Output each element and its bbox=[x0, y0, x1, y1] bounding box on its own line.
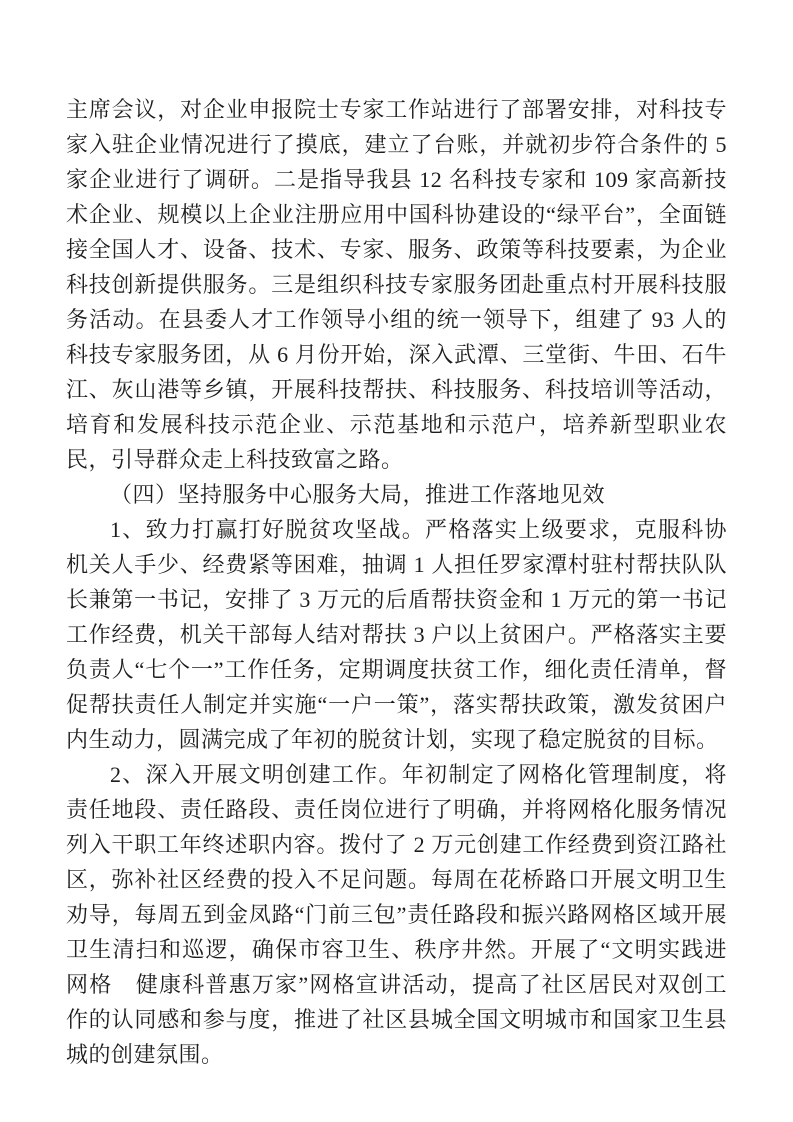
section-heading-four: （四）坚持服务中心服务大局，推进工作落地见效 bbox=[110, 482, 606, 507]
paragraph-poverty-alleviation: 1、致力打赢打好脱贫攻坚战。严格落实上级要求，克服科协机关人手少、经费紧等困难，抽调 1 人担任罗家潭村驻村帮扶队队长兼第一书记，安排了 3 万元的后盾帮扶资金和 1 万元的第一书记工作经费，机关干部每人结对帮扶 3 户以上贫困户。严格落实主要负责人“七个一”工作任务，定期调度扶贫工作，细化责任清单，督促帮扶责任人制定并实施“一户一策”，落实帮扶政策，激发贫困户内生动力，圆满完成了年初的脱贫计划，实现了稳定脱贫的目标。 bbox=[66, 517, 727, 752]
paragraph-civilization-creation: 2、深入开展文明创建工作。年初制定了网格化管理制度，将责任地段、责任路段、责任岗位进行了明确，并将网格化服务情况列入干职工年终述职内容。拨付了 2 万元创建工作经费到资江路社区，弥补社区经费的投入不足问题。每周在花桥路口开展文明卫生劝导，每周五到金凤路“门前三包”责任路段和振兴路网格区域开展卫生清扫和巡逻，确保市容卫生、秩序井然。开展了“文明实践进网格 健康科普惠万家”网格宣讲活动，提高了社区居民对双创工作的认同感和参与度，推进了社区县城全国文明城市和国家卫生县城的创建氛围。 bbox=[66, 762, 727, 1067]
paragraph-science-expert-service: 主席会议，对企业申报院士专家工作站进行了部署安排，对科技专家入驻企业情况进行了摸底，建立了台账，并就初步符合条件的 5 家企业进行了调研。二是指导我县 12 名科技专家和 109 家高新技术企业、规模以上企业注册应用中国科协建设的“绿平台”，全面链接全国人才、设备、技术、专家、服务、政策等科技要素，为企业科技创新提供服务。三是组织科技专家服务团赴重点村开展科技服务活动。在县委人才工作领导小组的统一领导下，组建了 93 人的科技专家服务团，从 6 月份开始，深入武潭、三堂街、牛田、石牛江、灰山港等乡镇，开展科技帮扶、科技服务、科技培训等活动，培育和发展科技示范企业、示范基地和示范户，培养新型职业农民，引导群众走上科技致富之路。 bbox=[66, 97, 727, 472]
